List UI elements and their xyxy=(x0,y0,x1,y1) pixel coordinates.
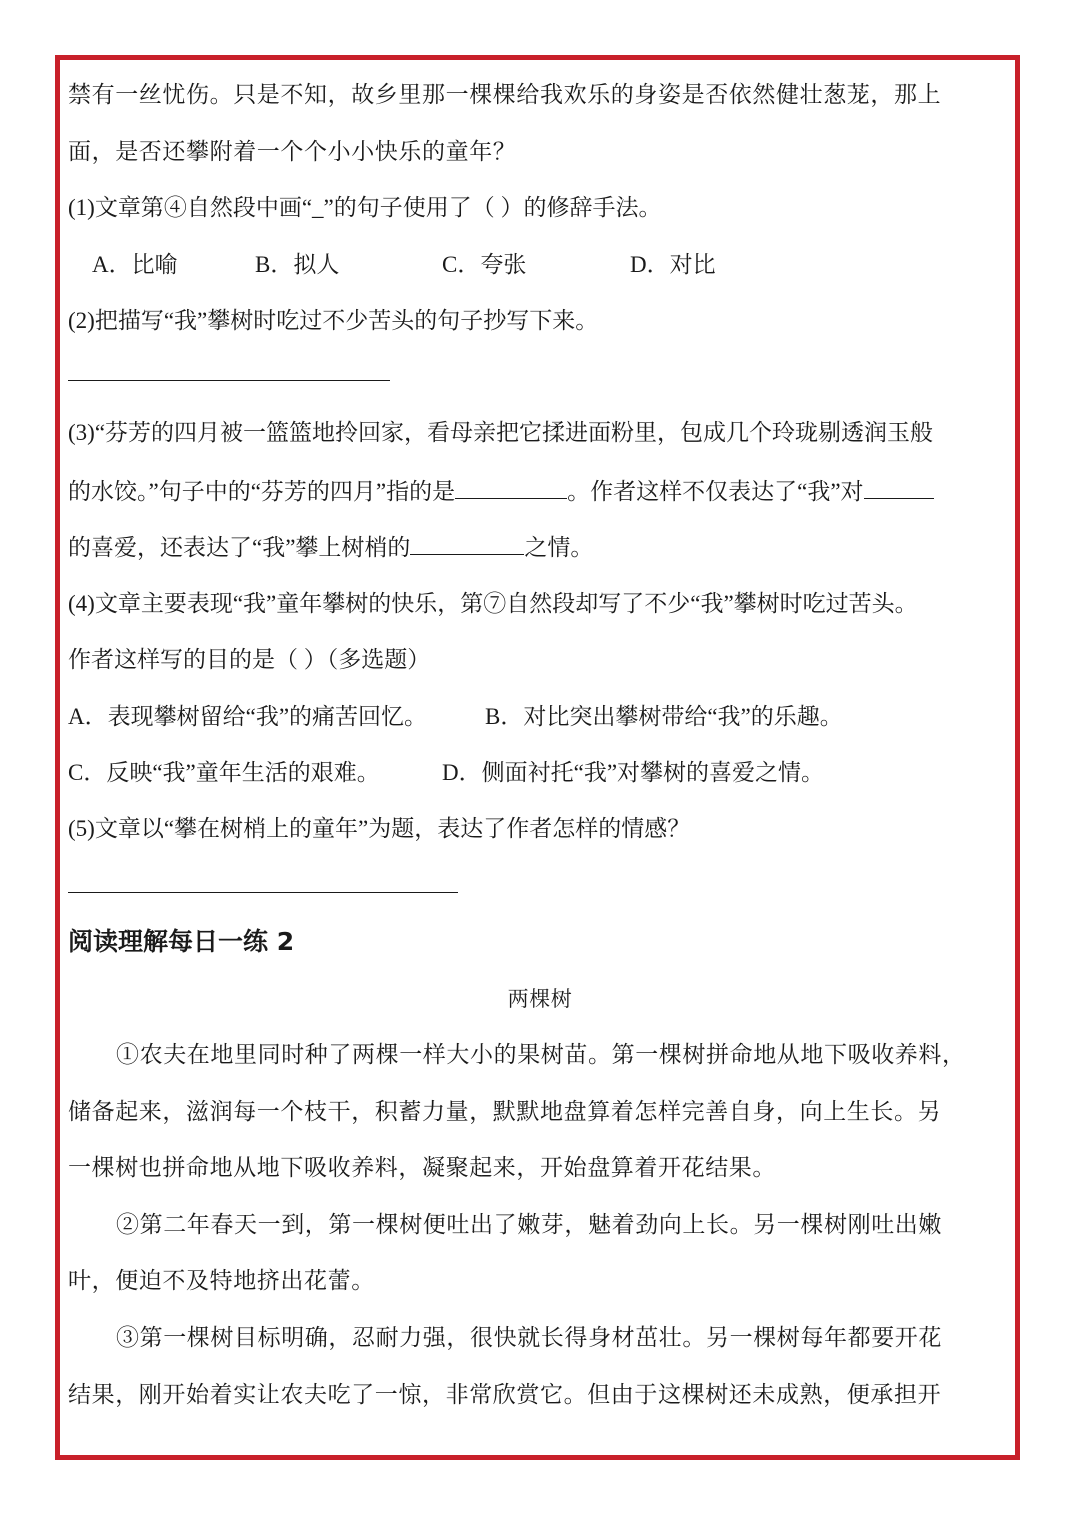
question-3-line xyxy=(68,476,934,507)
paragraph-line: 叶，便迫不及特地挤出花蕾。 xyxy=(68,1268,375,1294)
question-3-line xyxy=(68,532,593,563)
q4-option-b: B．对比突出攀树带给“我”的乐趣。 xyxy=(485,704,843,729)
q1-option-a: A．比喻 xyxy=(92,252,178,277)
passage-line: 面，是否还攀附着一个个小小快乐的童年？ xyxy=(68,139,517,165)
blank-field xyxy=(410,532,524,555)
q4-option-c: C．反映“我”童年生活的艰难。 xyxy=(68,760,380,785)
q1-option-b: B．拟人 xyxy=(255,252,340,277)
blank-field xyxy=(455,476,567,499)
q3-text: 的水饺。”句子中的“芬芳的四月”指的是 xyxy=(68,479,456,504)
q4-option-a: A．表现攀树留给“我”的痛苦回忆。 xyxy=(68,704,428,729)
section-heading: 阅读理解每日一练 2 xyxy=(68,927,295,956)
paragraph-line: ③第一棵树目标明确，忍耐力强，很快就长得身材茁壮。另一棵树每年都要开花 xyxy=(116,1325,942,1351)
answer-line-q2 xyxy=(68,380,390,381)
q3-text: 的喜爱，还表达了“我”攀上树梢的 xyxy=(68,535,411,560)
q3-text: 。作者这样不仅表达了“我”对 xyxy=(567,479,864,504)
paragraph-line: 结果，刚开始着实让农夫吃了一惊，非常欣赏它。但由于这棵树还未成熟，便承担开 xyxy=(68,1382,942,1408)
question-3-line: (3)“芬芳的四月被一篮篮地拎回家，看母亲把它揉进面粉里，包成几个玲珑剔透润玉般 xyxy=(68,420,934,445)
q1-option-d: D．对比 xyxy=(630,252,716,277)
blank-field xyxy=(864,476,934,499)
question-2-stem: (2)把描写“我”攀树时吃过不少苦头的句子抄写下来。 xyxy=(68,308,599,333)
q1-option-c: C．夸张 xyxy=(442,252,527,277)
answer-line-q5 xyxy=(68,892,458,893)
question-5-stem: (5)文章以“攀在树梢上的童年”为题，表达了作者怎样的情感？ xyxy=(68,816,691,841)
question-4-line: 作者这样写的目的是（ ）（多选题） xyxy=(68,647,431,672)
q4-option-d: D．侧面衬托“我”对攀树的喜爱之情。 xyxy=(442,760,825,785)
question-1-stem: (1)文章第④自然段中画“_”的句子使用了（ ）的修辞手法。 xyxy=(68,195,662,220)
question-4-line: (4)文章主要表现“我”童年攀树的快乐，第⑦自然段却写了不少“我”攀树时吃过苦头。 xyxy=(68,591,918,616)
passage-line: 禁有一丝忧伤。只是不知，故乡里那一棵棵给我欢乐的身姿是否依然健壮葱茏，那上 xyxy=(68,82,942,108)
q3-text: 之情。 xyxy=(524,535,594,560)
paragraph-line: 一棵树也拼命地从地下吸收养料，凝聚起来，开始盘算着开花结果。 xyxy=(68,1155,776,1181)
passage-title: 两棵树 xyxy=(507,987,573,1011)
paragraph-line: ①农夫在地里同时种了两棵一样大小的果树苗。第一棵树拼命地从地下吸收养料， xyxy=(116,1042,966,1068)
paragraph-line: 储备起来，滋润每一个枝干，积蓄力量，默默地盘算着怎样完善自身，向上生长。另 xyxy=(68,1099,942,1125)
paragraph-line: ②第二年春天一到，第一棵树便吐出了嫩芽，魅着劲向上长。另一棵树刚吐出嫩 xyxy=(116,1212,942,1238)
